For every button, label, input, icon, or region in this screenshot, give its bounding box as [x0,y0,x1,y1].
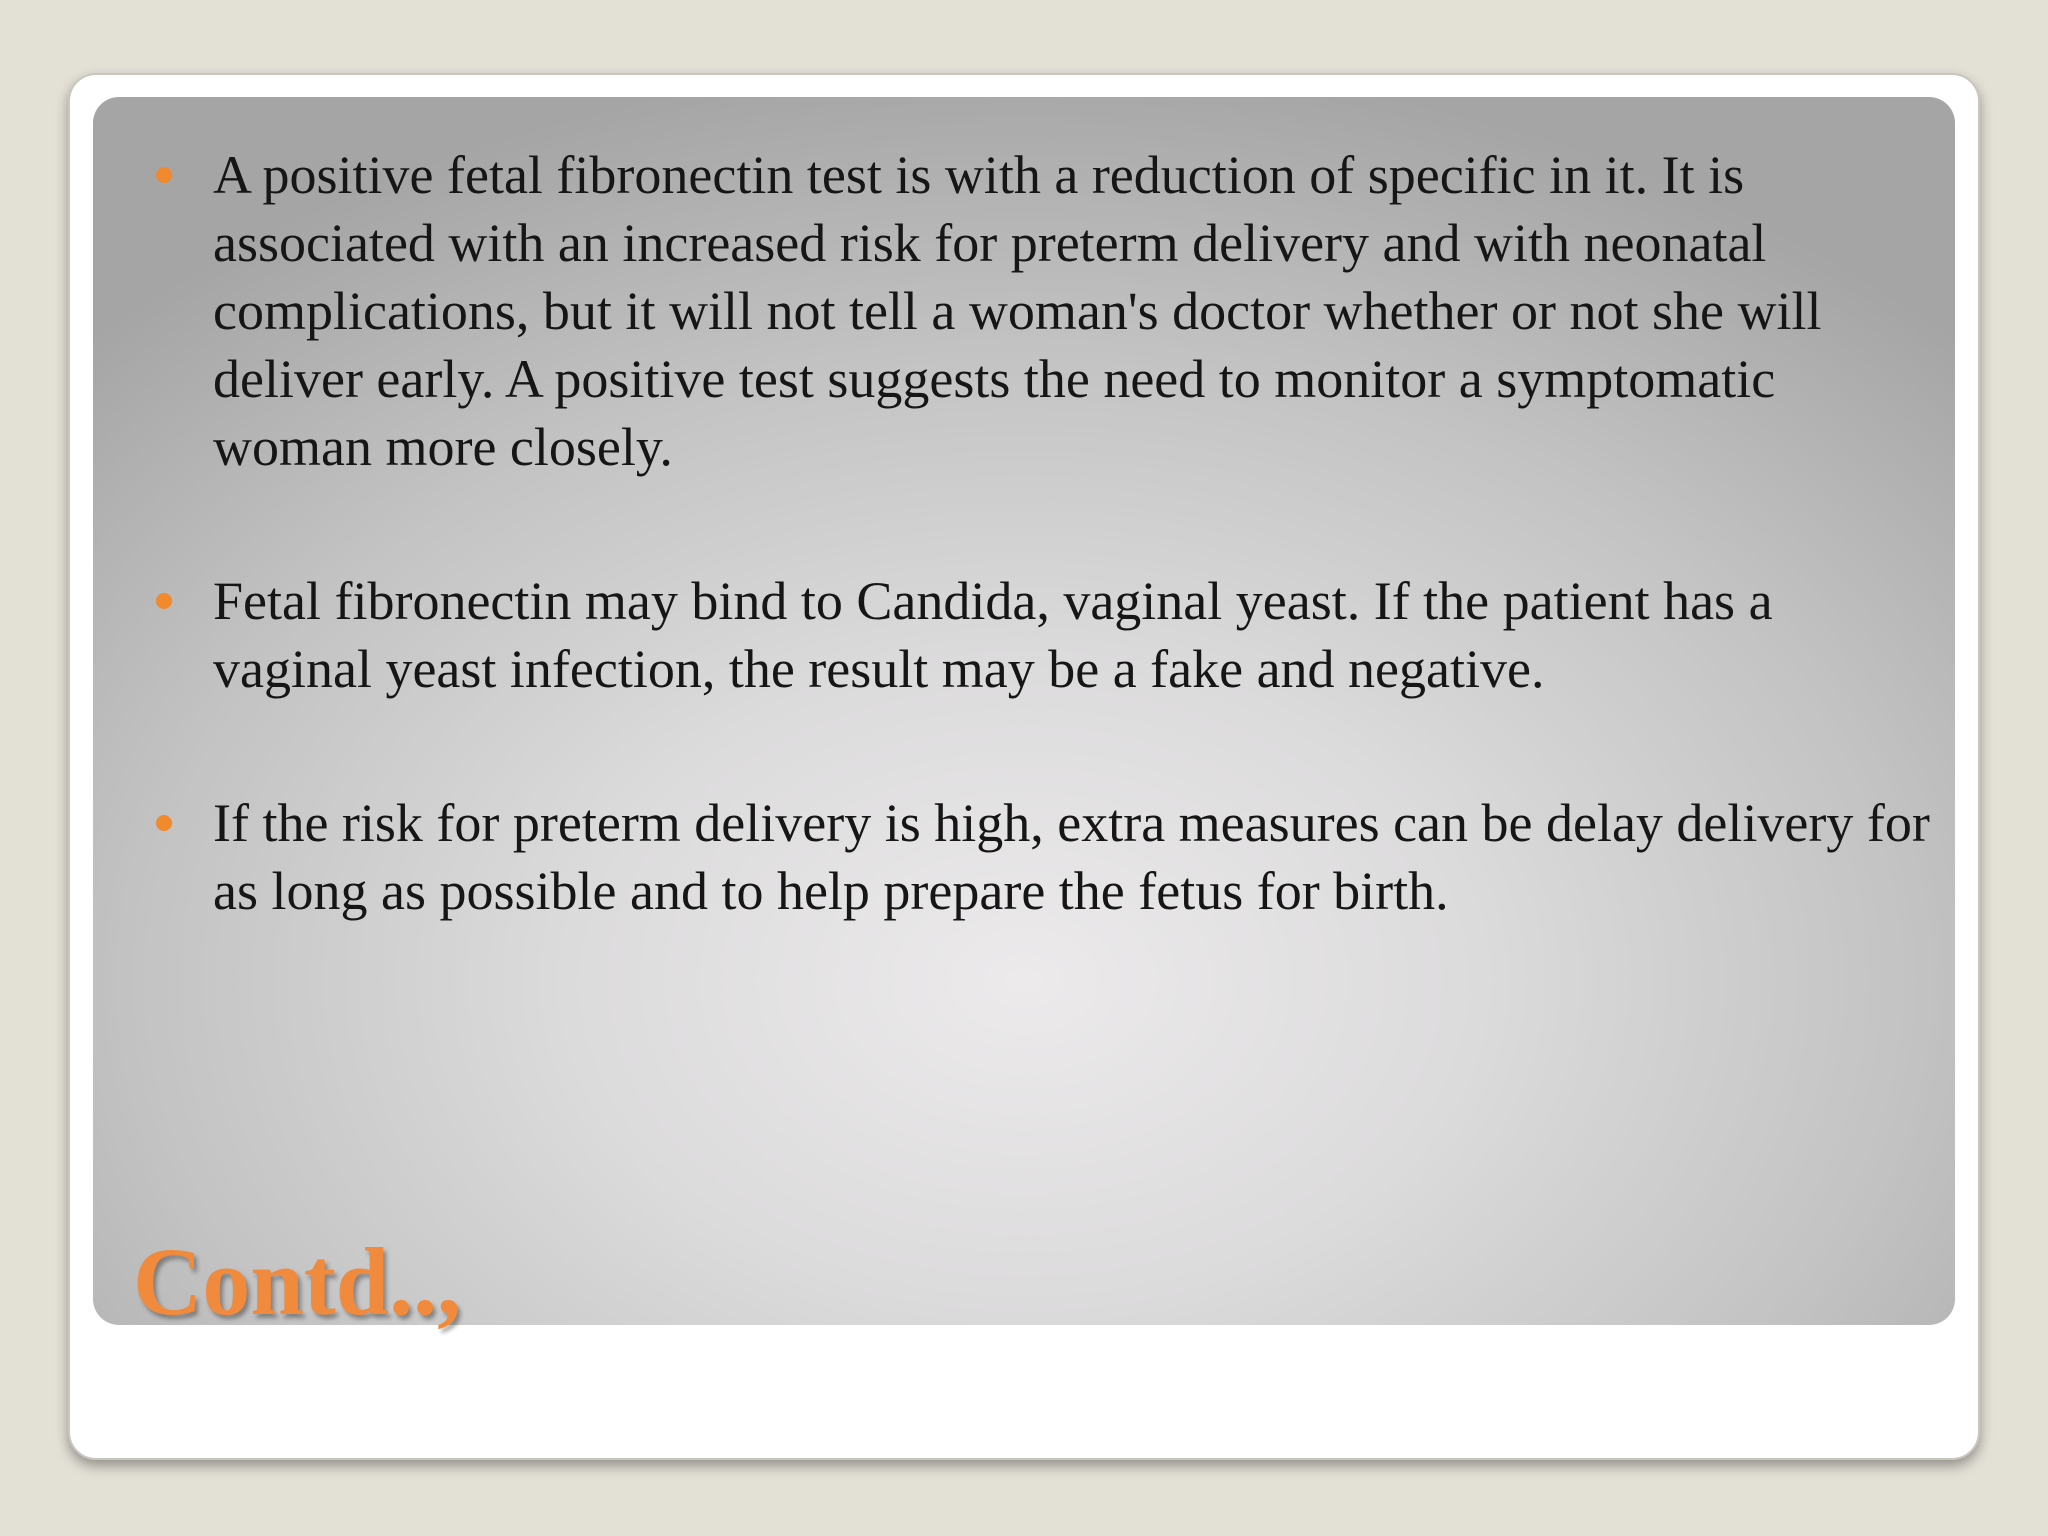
bullet-dot-icon [156,167,172,183]
bullet-text: If the risk for preterm delivery is high, extra measures can be delay delivery for as long as possible and to help prepare the fetus for birth. [213,793,1930,921]
bullet-dot-icon [156,815,172,831]
bullet-text: A positive fetal fibronectin test is with a reduction of specific in it. It is associated with an increased risk for preterm delivery and with neonatal complications, but it will not tell a woman's doctor whether or not she will deliver early. A positive test suggests the need to monitor a symptomatic woman more closely. [213,145,1822,477]
bullet-text: Fetal fibronectin may bind to Candida, vaginal yeast. If the patient has a vaginal yeast infection, the result may be a fake and negative. [213,571,1773,699]
slide-title: Contd.., [133,1228,462,1335]
bullet-dot-icon [156,593,172,609]
content-panel [93,97,1955,1325]
